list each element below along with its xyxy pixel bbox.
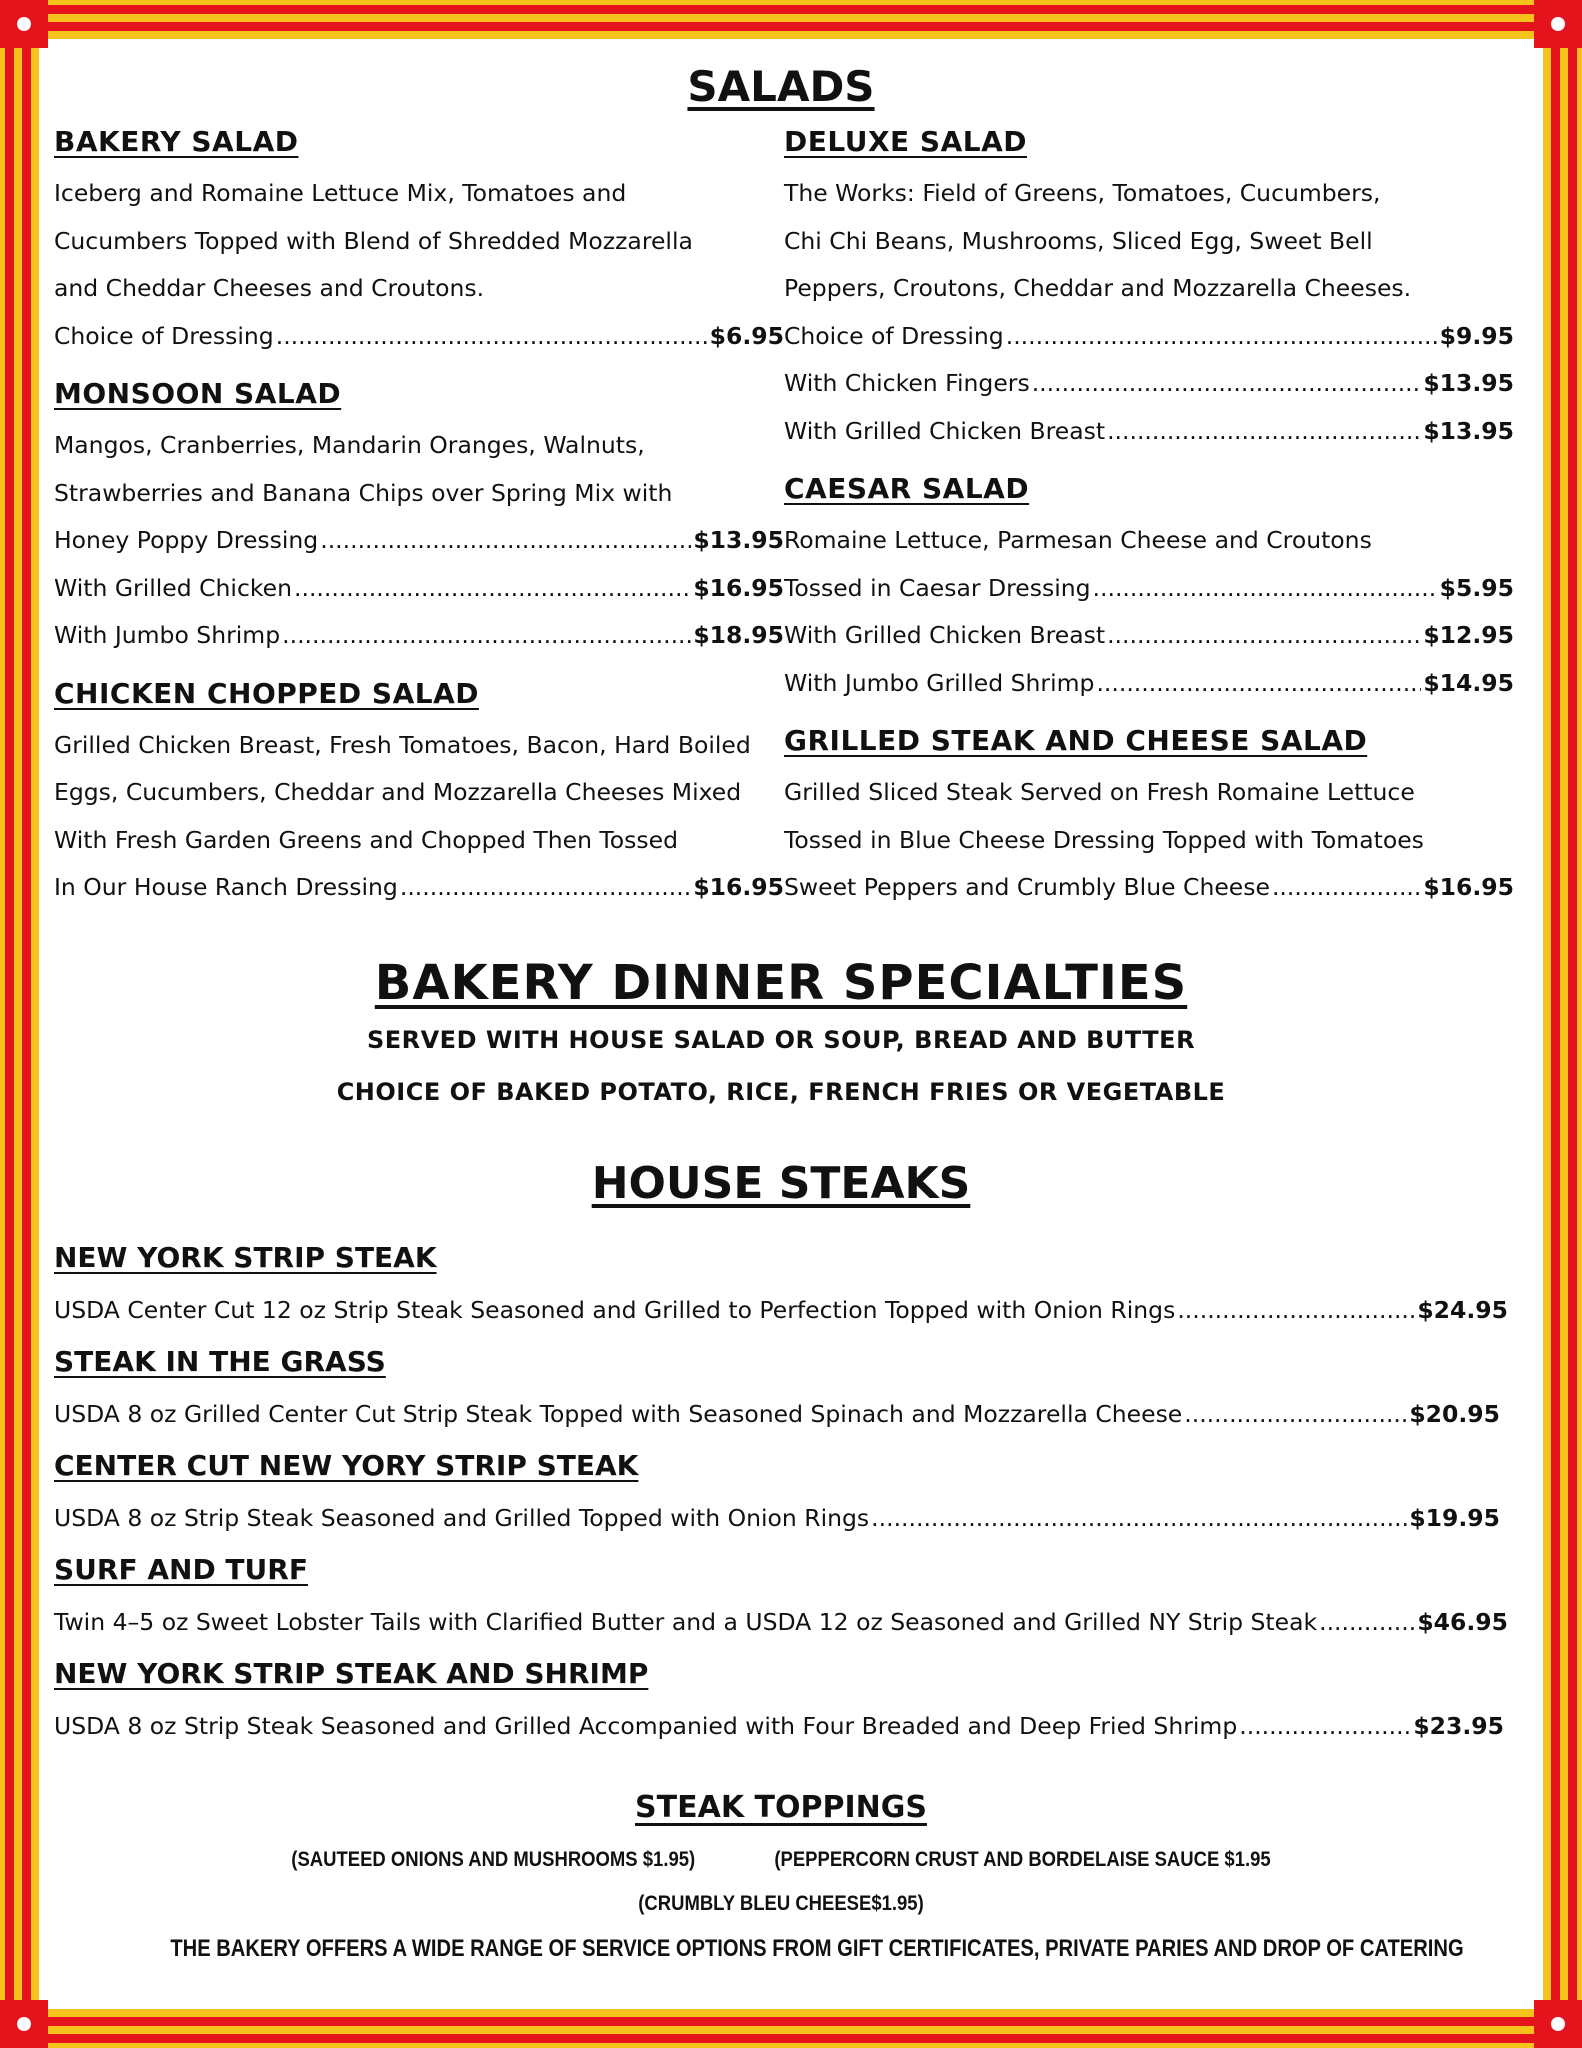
- corner-ornament-icon: [1534, 0, 1582, 48]
- item-description: USDA 8 oz Grilled Center Cut Strip Steak Topped with Seasoned Spinach and Mozzarella Cheese: [54, 1399, 1183, 1428]
- menu-item: [54, 1340, 1508, 1434]
- price-label: In Our House Ranch Dressing: [54, 873, 398, 901]
- price-label: With Grilled Chicken Breast: [784, 621, 1106, 649]
- item-description: and Cheddar Cheeses and Croutons.: [54, 274, 485, 302]
- salads-columns: [54, 122, 1514, 926]
- item-title: MONSOON SALAD: [54, 377, 342, 410]
- dot-leader: [282, 612, 691, 660]
- menu-item: [784, 721, 1514, 912]
- dot-leader: [1006, 313, 1438, 361]
- item-description: USDA 8 oz Strip Steak Seasoned and Grilled Accompanied with Four Breaded and Deep Fried Shrimp: [54, 1711, 1238, 1740]
- item-title: STEAK IN THE GRASS: [54, 1344, 386, 1378]
- dot-leader: [294, 565, 691, 613]
- dot-leader: [1093, 565, 1438, 613]
- price-line: [784, 565, 1514, 613]
- border-right: [1538, 0, 1582, 2048]
- menu-item: [54, 374, 784, 660]
- topping-option: (CRUMBLY BLEU CHEESE$1.95): [638, 1891, 924, 1915]
- price: $6.95: [709, 321, 784, 350]
- salads-right-column: [784, 122, 1514, 926]
- border-top: [0, 0, 1582, 44]
- price: $20.95: [1409, 1399, 1500, 1428]
- price: $46.95: [1417, 1607, 1508, 1636]
- menu-item: [784, 122, 1514, 455]
- price-label: Choice of Dressing: [54, 321, 274, 350]
- item-title: CAESAR SALAD: [784, 472, 1030, 505]
- price-line: [784, 660, 1514, 708]
- price-label: Choice of Dressing: [784, 321, 1004, 350]
- border-bottom: [0, 2004, 1582, 2048]
- dinner-subtitle: CHOICE OF BAKED POTATO, RICE, FRENCH FRIES OR VEGETABLE: [336, 1077, 1226, 1106]
- price: $16.95: [693, 573, 784, 602]
- menu-item: [54, 122, 784, 360]
- item-description: Romaine Lettuce, Parmesan Cheese and Croutons: [784, 526, 1372, 554]
- price-line: [54, 565, 784, 613]
- dot-leader: [1107, 408, 1421, 456]
- dot-leader: [871, 1498, 1407, 1538]
- dot-leader: [276, 313, 708, 361]
- topping-option: (SAUTEED ONIONS AND MUSHROOMS $1.95): [291, 1847, 696, 1871]
- item-description: Eggs, Cucumbers, Cheddar and Mozzarella Cheeses Mixed: [54, 778, 742, 806]
- price-line: [784, 864, 1514, 912]
- price: $18.95: [693, 621, 784, 649]
- price: $24.95: [1417, 1295, 1508, 1324]
- steak-list: [54, 1236, 1508, 1746]
- price-label: With Grilled Chicken: [54, 573, 293, 602]
- price-line: [784, 360, 1514, 408]
- dot-leader: [1177, 1290, 1415, 1330]
- dot-leader: [1032, 360, 1422, 408]
- menu-item: [54, 1444, 1508, 1538]
- price-label: Sweet Peppers and Crumbly Blue Cheese: [784, 873, 1270, 901]
- dot-leader: [1239, 1706, 1411, 1746]
- price-line: [54, 864, 784, 912]
- item-description: Grilled Sliced Steak Served on Fresh Romaine Lettuce: [784, 778, 1415, 806]
- menu-item: [54, 1652, 1508, 1746]
- dot-leader: [1272, 864, 1421, 912]
- price-line: [784, 408, 1514, 456]
- price-line: [784, 313, 1514, 361]
- menu-page: [54, 58, 1514, 1972]
- item-description: Chi Chi Beans, Mushrooms, Sliced Egg, Sweet Bell: [784, 226, 1373, 255]
- item-title: NEW YORK STRIP STEAK AND SHRIMP: [54, 1656, 649, 1690]
- price-line: [54, 517, 784, 565]
- footer-note: THE BAKERY OFFERS A WIDE RANGE OF SERVICE OPTIONS FROM GIFT CERTIFICATES, PRIVATE PARIES AND DROP OF CATERING: [170, 1934, 1464, 1962]
- price: $13.95: [693, 526, 784, 554]
- dot-leader: [320, 517, 691, 565]
- dot-leader: [400, 864, 691, 912]
- menu-item: [784, 469, 1514, 707]
- menu-item: [54, 1548, 1508, 1642]
- toppings-row: [141, 1838, 1421, 1882]
- item-description: Strawberries and Banana Chips over Spring Mix with: [54, 478, 673, 507]
- dot-leader: [1096, 660, 1421, 708]
- price-label: With Chicken Fingers: [784, 369, 1030, 397]
- menu-item: [54, 674, 784, 912]
- price-label: With Jumbo Grilled Shrimp: [784, 668, 1095, 697]
- price: $16.95: [1423, 873, 1514, 901]
- salads-heading: SALADS: [687, 62, 875, 111]
- price-line: [54, 1602, 1508, 1642]
- price: $16.95: [693, 873, 784, 901]
- price: $19.95: [1409, 1503, 1500, 1532]
- price: $5.95: [1439, 573, 1514, 602]
- dot-leader: [1107, 612, 1421, 660]
- item-description: Cucumbers Topped with Blend of Shredded Mozzarella: [54, 226, 693, 255]
- topping-option: (PEPPERCORN CRUST AND BORDELAISE SAUCE $1.95: [774, 1847, 1271, 1871]
- item-title: CHICKEN CHOPPED SALAD: [54, 676, 479, 710]
- house-steaks-heading: HOUSE STEAKS: [591, 1157, 971, 1209]
- corner-ornament-icon: [1534, 2000, 1582, 2048]
- item-description: USDA 8 oz Strip Steak Seasoned and Grilled Topped with Onion Rings: [54, 1503, 870, 1532]
- price-line: [54, 612, 784, 660]
- item-description: Peppers, Croutons, Cheddar and Mozzarella Cheeses.: [784, 274, 1412, 302]
- border-left: [0, 0, 44, 2048]
- price-label: Tossed in Caesar Dressing: [784, 573, 1091, 602]
- item-title: BAKERY SALAD: [54, 125, 299, 158]
- item-description: Grilled Chicken Breast, Fresh Tomatoes, Bacon, Hard Boiled: [54, 730, 751, 759]
- price-line: [54, 1394, 1500, 1434]
- price: $14.95: [1423, 668, 1514, 697]
- item-title: GRILLED STEAK AND CHEESE SALAD: [784, 724, 1368, 757]
- item-title: DELUXE SALAD: [784, 125, 1028, 158]
- item-description: With Fresh Garden Greens and Chopped Then Tossed: [54, 825, 679, 854]
- price-line: [784, 612, 1514, 660]
- item-title: CENTER CUT NEW YORY STRIP STEAK: [54, 1448, 639, 1482]
- dinner-specialties-heading: BAKERY DINNER SPECIALTIES: [374, 954, 1188, 1011]
- price-label: Honey Poppy Dressing: [54, 526, 319, 554]
- corner-ornament-icon: [0, 0, 48, 48]
- price: $13.95: [1423, 369, 1514, 397]
- price: $12.95: [1423, 621, 1514, 649]
- item-description: Twin 4–5 oz Sweet Lobster Tails with Clarified Butter and a USDA 12 oz Seasoned and Grilled NY Strip Steak: [54, 1607, 1318, 1636]
- price-line: [54, 1706, 1504, 1746]
- menu-item: [54, 1236, 1508, 1330]
- price-label: With Grilled Chicken Breast: [784, 416, 1106, 445]
- dot-leader: [1184, 1394, 1407, 1434]
- salads-left-column: [54, 122, 784, 926]
- price-line: [54, 1498, 1500, 1538]
- price-label: With Jumbo Shrimp: [54, 621, 281, 649]
- item-title: NEW YORK STRIP STEAK: [54, 1240, 437, 1274]
- item-title: SURF AND TURF: [54, 1552, 308, 1586]
- dot-leader: [1319, 1602, 1415, 1642]
- item-description: The Works: Field of Greens, Tomatoes, Cucumbers,: [784, 179, 1381, 207]
- item-description: Iceberg and Romaine Lettuce Mix, Tomatoes and: [54, 179, 627, 207]
- price: $23.95: [1413, 1711, 1504, 1740]
- dinner-subtitle: SERVED WITH HOUSE SALAD OR SOUP, BREAD AND BUTTER: [366, 1025, 1196, 1054]
- item-description: USDA Center Cut 12 oz Strip Steak Seasoned and Grilled to Perfection Topped with Onion Rings: [54, 1295, 1176, 1324]
- item-description: Mangos, Cranberries, Mandarin Oranges, Walnuts,: [54, 431, 645, 459]
- item-description: Tossed in Blue Cheese Dressing Topped with Tomatoes: [784, 825, 1424, 854]
- price-line: [54, 1290, 1508, 1330]
- price: $13.95: [1423, 416, 1514, 445]
- corner-ornament-icon: [0, 2000, 48, 2048]
- price-line: [54, 313, 784, 361]
- steak-toppings-heading: STEAK TOPPINGS: [635, 1789, 927, 1825]
- price: $9.95: [1439, 321, 1514, 350]
